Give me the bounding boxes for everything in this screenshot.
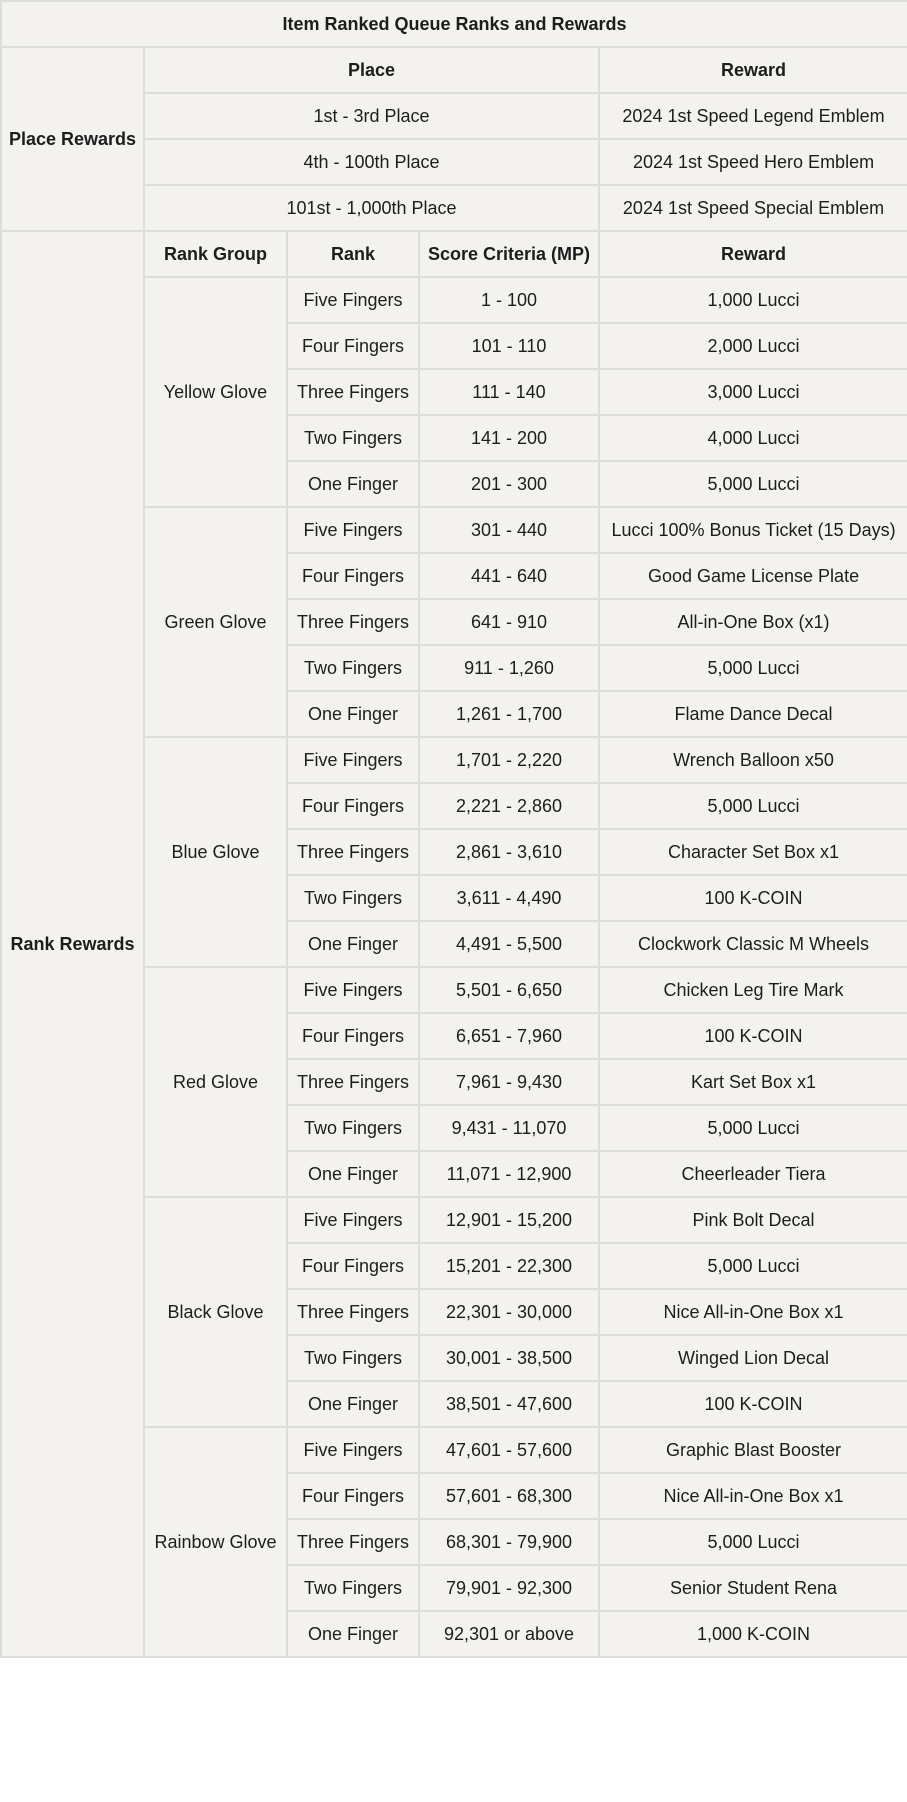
rank-cell: One Finger (287, 1381, 419, 1427)
score-cell: 641 - 910 (419, 599, 599, 645)
rank-cell: Four Fingers (287, 553, 419, 599)
rank-cell: Four Fingers (287, 1243, 419, 1289)
place-cell: 101st - 1,000th Place (144, 185, 599, 231)
rank-cell: Three Fingers (287, 1289, 419, 1335)
place-column-header: Place (144, 47, 599, 93)
rank-reward-cell: All-in-One Box (x1) (599, 599, 907, 645)
place-rewards-label: Place Rewards (1, 47, 144, 231)
table-title: Item Ranked Queue Ranks and Rewards (1, 1, 907, 47)
score-cell: 22,301 - 30,000 (419, 1289, 599, 1335)
score-cell: 911 - 1,260 (419, 645, 599, 691)
place-reward-cell: 2024 1st Speed Legend Emblem (599, 93, 907, 139)
rank-cell: Two Fingers (287, 645, 419, 691)
rank-reward-cell: 100 K-COIN (599, 875, 907, 921)
score-cell: 1 - 100 (419, 277, 599, 323)
rank-cell: Five Fingers (287, 967, 419, 1013)
score-cell: 111 - 140 (419, 369, 599, 415)
rank-cell: One Finger (287, 1611, 419, 1657)
score-cell: 101 - 110 (419, 323, 599, 369)
rank-reward-cell: 100 K-COIN (599, 1381, 907, 1427)
rank-reward-cell: Nice All-in-One Box x1 (599, 1289, 907, 1335)
rank-cell: Five Fingers (287, 737, 419, 783)
score-cell: 3,611 - 4,490 (419, 875, 599, 921)
rank-header-row (1, 231, 907, 277)
rank-reward-cell: Chicken Leg Tire Mark (599, 967, 907, 1013)
rank-reward-cell: 5,000 Lucci (599, 1519, 907, 1565)
rank-reward-cell: 3,000 Lucci (599, 369, 907, 415)
rank-cell: One Finger (287, 1151, 419, 1197)
rank-reward-cell: Wrench Balloon x50 (599, 737, 907, 783)
rank-reward-cell: 2,000 Lucci (599, 323, 907, 369)
title-row (1, 1, 907, 47)
rank-reward-cell: 100 K-COIN (599, 1013, 907, 1059)
rank-reward-cell: 5,000 Lucci (599, 783, 907, 829)
score-cell: 92,301 or above (419, 1611, 599, 1657)
rank-reward-cell: 1,000 K-COIN (599, 1611, 907, 1657)
rank-cell: Two Fingers (287, 875, 419, 921)
rank-cell: Three Fingers (287, 599, 419, 645)
place-reward-cell: 2024 1st Speed Hero Emblem (599, 139, 907, 185)
rank-reward-cell: 5,000 Lucci (599, 1105, 907, 1151)
score-cell: 5,501 - 6,650 (419, 967, 599, 1013)
rank-reward-cell: Senior Student Rena (599, 1565, 907, 1611)
score-cell: 2,861 - 3,610 (419, 829, 599, 875)
place-cell: 4th - 100th Place (144, 139, 599, 185)
score-cell: 4,491 - 5,500 (419, 921, 599, 967)
score-cell: 68,301 - 79,900 (419, 1519, 599, 1565)
rank-reward-cell: Graphic Blast Booster (599, 1427, 907, 1473)
score-column-header: Score Criteria (MP) (419, 231, 599, 277)
rank-reward-cell: 5,000 Lucci (599, 461, 907, 507)
rank-reward-cell: Flame Dance Decal (599, 691, 907, 737)
rank-reward-cell: Character Set Box x1 (599, 829, 907, 875)
score-cell: 7,961 - 9,430 (419, 1059, 599, 1105)
rank-cell: Four Fingers (287, 1473, 419, 1519)
score-cell: 1,701 - 2,220 (419, 737, 599, 783)
rank-cell: Three Fingers (287, 1059, 419, 1105)
rank-cell: Two Fingers (287, 1105, 419, 1151)
rank-cell: One Finger (287, 461, 419, 507)
score-cell: 38,501 - 47,600 (419, 1381, 599, 1427)
score-cell: 12,901 - 15,200 (419, 1197, 599, 1243)
rank-cell: Four Fingers (287, 783, 419, 829)
rank-reward-cell: Winged Lion Decal (599, 1335, 907, 1381)
rank-reward-cell: Pink Bolt Decal (599, 1197, 907, 1243)
rank-group-cell: Blue Glove (144, 737, 287, 967)
rank-cell: Four Fingers (287, 323, 419, 369)
rank-group-cell: Yellow Glove (144, 277, 287, 507)
rank-reward-cell: Cheerleader Tiera (599, 1151, 907, 1197)
place-header-row (1, 47, 907, 93)
rank-group-cell: Rainbow Glove (144, 1427, 287, 1657)
rank-reward-cell: 5,000 Lucci (599, 645, 907, 691)
score-cell: 2,221 - 2,860 (419, 783, 599, 829)
rank-reward-column-header: Reward (599, 231, 907, 277)
rank-cell: One Finger (287, 691, 419, 737)
rank-rewards-label: Rank Rewards (1, 231, 144, 1657)
rank-cell: One Finger (287, 921, 419, 967)
rank-cell: Two Fingers (287, 415, 419, 461)
rank-cell: Five Fingers (287, 277, 419, 323)
rank-cell: Two Fingers (287, 1565, 419, 1611)
rank-reward-cell: Nice All-in-One Box x1 (599, 1473, 907, 1519)
rank-cell: Two Fingers (287, 1335, 419, 1381)
rank-reward-cell: Clockwork Classic M Wheels (599, 921, 907, 967)
rank-group-cell: Green Glove (144, 507, 287, 737)
score-cell: 6,651 - 7,960 (419, 1013, 599, 1059)
rank-reward-cell: Lucci 100% Bonus Ticket (15 Days) (599, 507, 907, 553)
rank-cell: Five Fingers (287, 507, 419, 553)
rank-reward-cell: Kart Set Box x1 (599, 1059, 907, 1105)
rank-cell: Three Fingers (287, 829, 419, 875)
rank-cell: Three Fingers (287, 369, 419, 415)
rank-cell: Three Fingers (287, 1519, 419, 1565)
rank-reward-cell: 1,000 Lucci (599, 277, 907, 323)
place-reward-cell: 2024 1st Speed Special Emblem (599, 185, 907, 231)
rank-cell: Five Fingers (287, 1427, 419, 1473)
rank-group-cell: Red Glove (144, 967, 287, 1197)
score-cell: 441 - 640 (419, 553, 599, 599)
score-cell: 11,071 - 12,900 (419, 1151, 599, 1197)
rank-group-cell: Black Glove (144, 1197, 287, 1427)
score-cell: 301 - 440 (419, 507, 599, 553)
score-cell: 201 - 300 (419, 461, 599, 507)
score-cell: 30,001 - 38,500 (419, 1335, 599, 1381)
rank-reward-cell: 4,000 Lucci (599, 415, 907, 461)
score-cell: 57,601 - 68,300 (419, 1473, 599, 1519)
rank-column-header: Rank (287, 231, 419, 277)
score-cell: 9,431 - 11,070 (419, 1105, 599, 1151)
score-cell: 141 - 200 (419, 415, 599, 461)
place-reward-column-header: Reward (599, 47, 907, 93)
rank-reward-cell: Good Game License Plate (599, 553, 907, 599)
score-cell: 79,901 - 92,300 (419, 1565, 599, 1611)
rank-reward-cell: 5,000 Lucci (599, 1243, 907, 1289)
place-cell: 1st - 3rd Place (144, 93, 599, 139)
score-cell: 47,601 - 57,600 (419, 1427, 599, 1473)
rank-group-column-header: Rank Group (144, 231, 287, 277)
rank-cell: Five Fingers (287, 1197, 419, 1243)
score-cell: 15,201 - 22,300 (419, 1243, 599, 1289)
score-cell: 1,261 - 1,700 (419, 691, 599, 737)
rank-cell: Four Fingers (287, 1013, 419, 1059)
